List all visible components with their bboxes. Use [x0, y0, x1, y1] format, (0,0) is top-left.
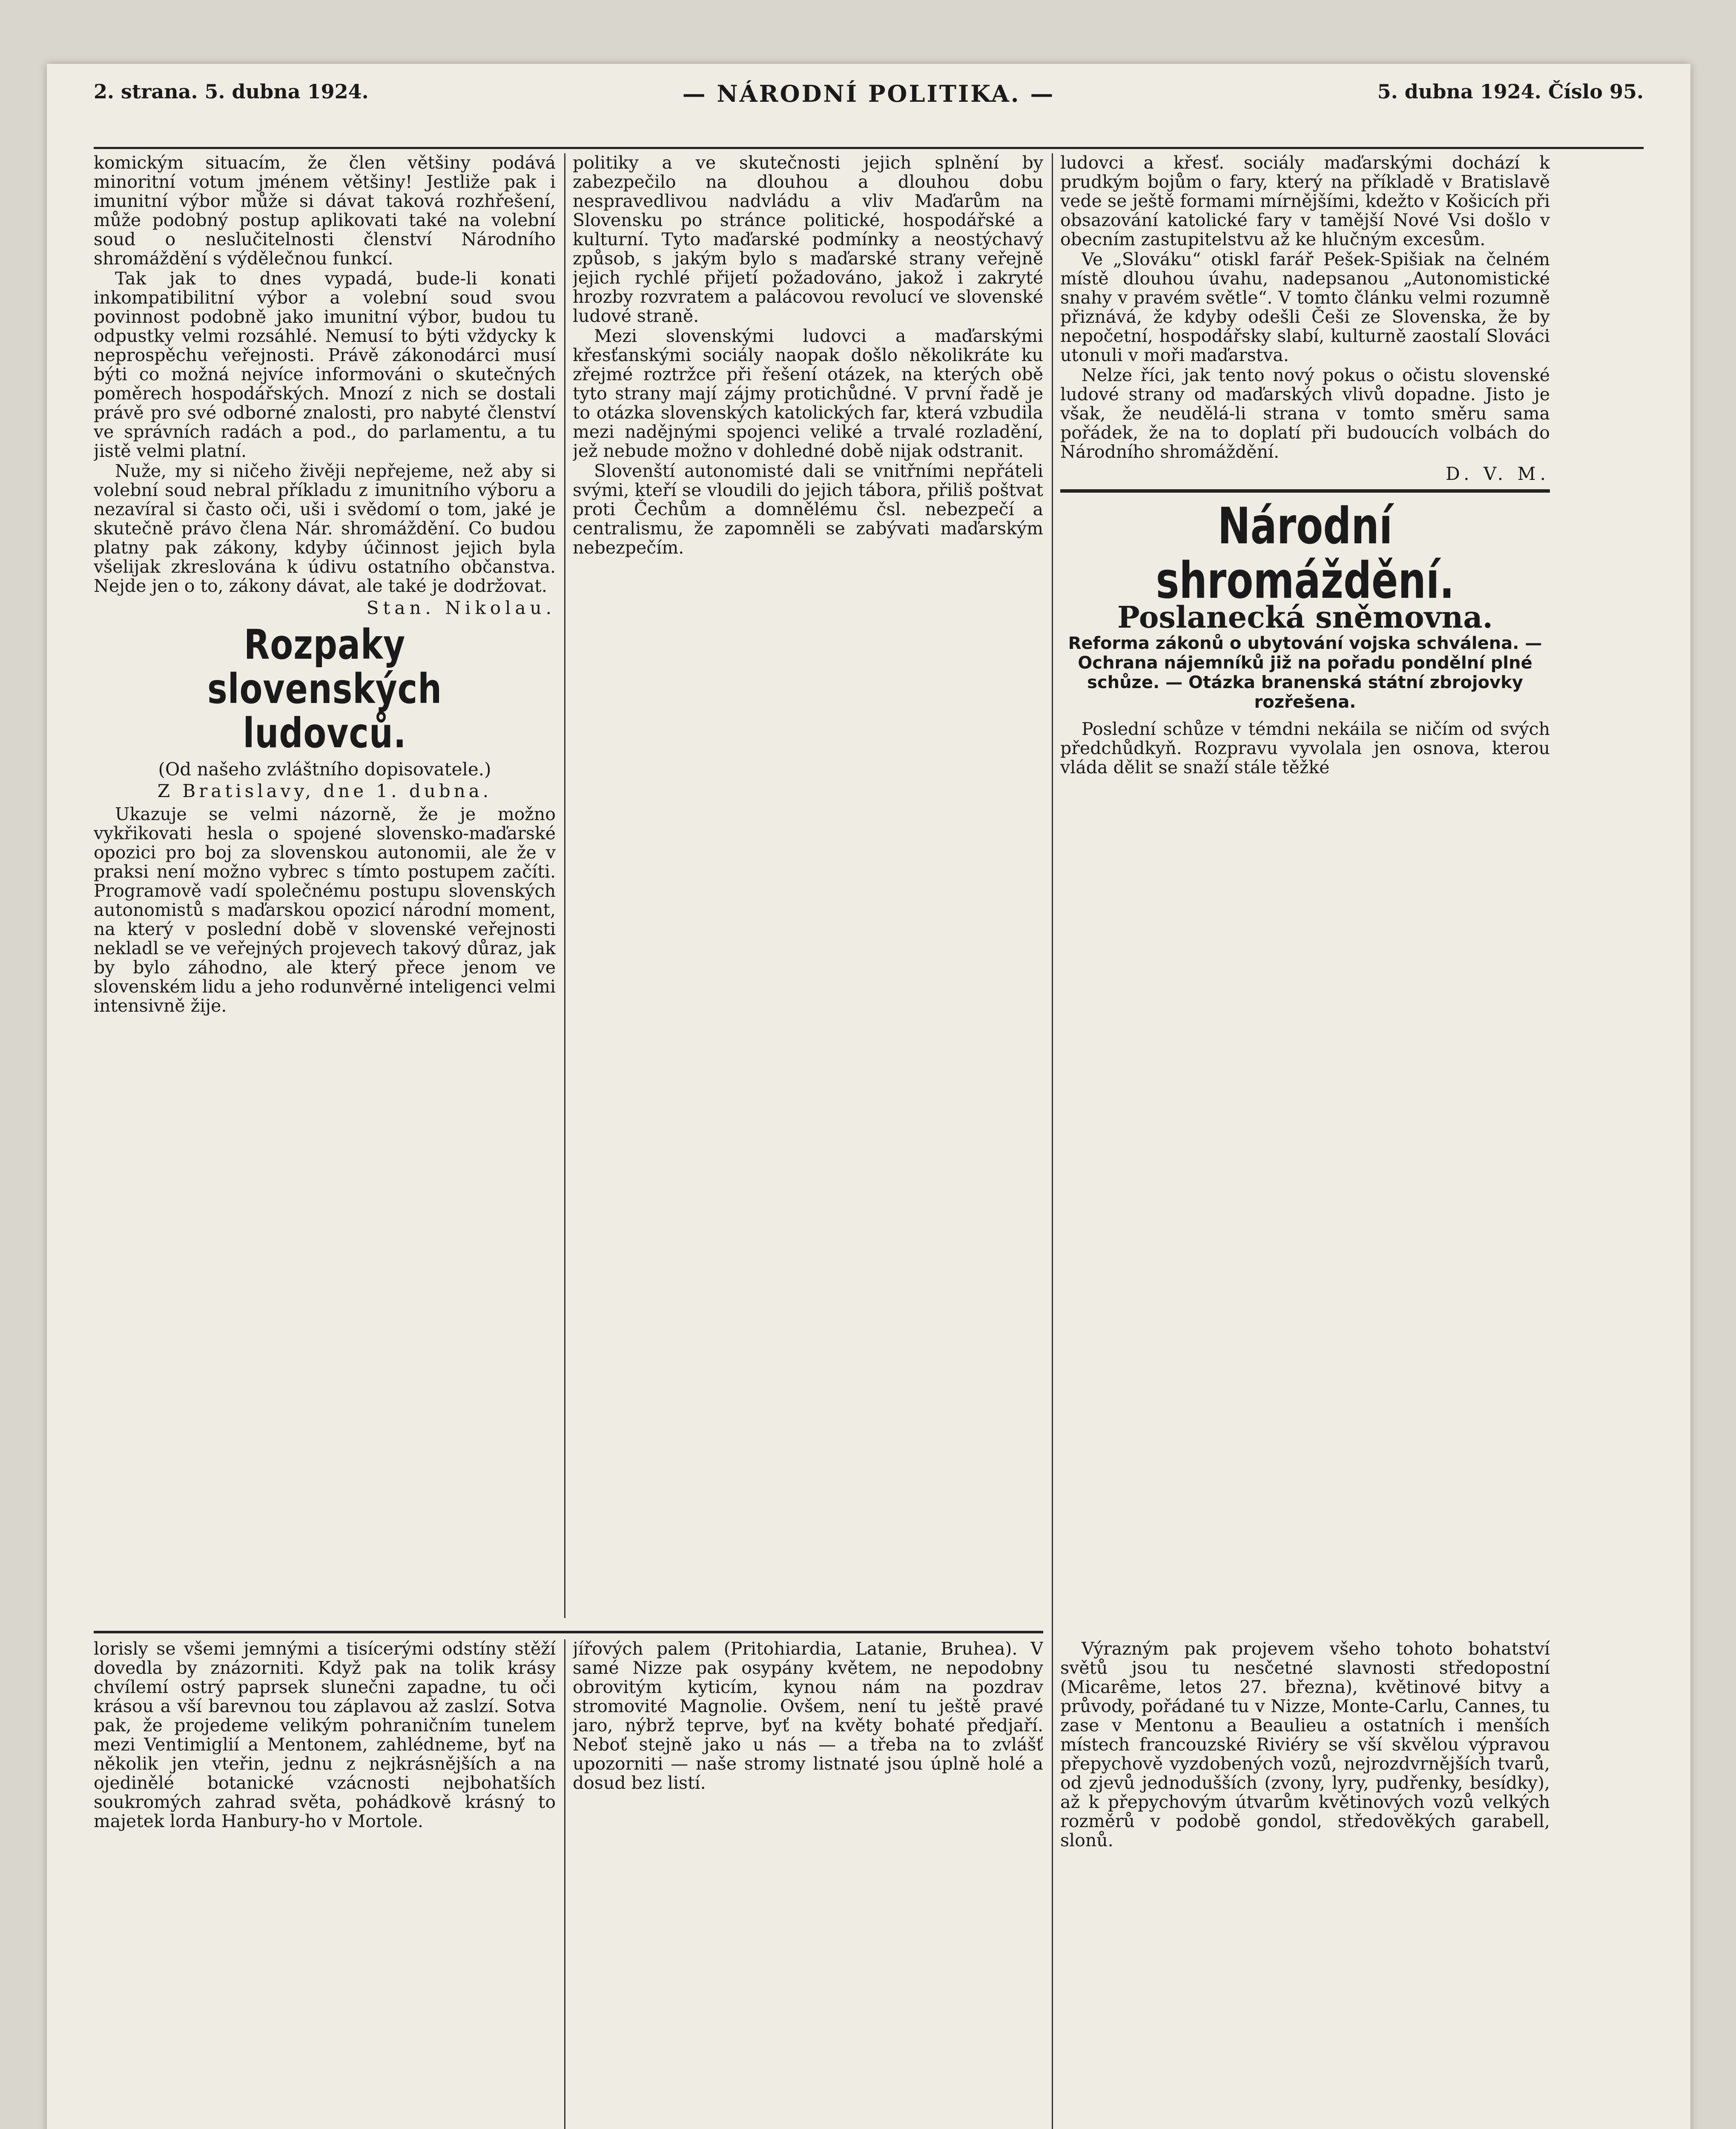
- article-subtitle: (Od našeho zvláštního dopisovatele.): [158, 759, 491, 780]
- paragraph: Ve „Slováku“ otiskl farář Pešek-Spišiak na čelném místě dlouhou úvahu, nadepsanou „Autonomistické snahy v pravém světle“. V tomto článku velmi rozumně přiznává, že kdyby odešli Češi ze Slovenska, že by nepočetní, hospodářsky slabí, kulturně zaostalí Slováci utonuli v moři maďarstva.: [1060, 249, 1550, 365]
- column-2: [573, 153, 1043, 1618]
- paragraph: jířových palem (Pritohiardia, Latanie, Bruhea). V samé Nizze pak osypány květem, ne nepodobny obrovitým kyticím, kynou nám na pozdrav stromovité Magnolie. Ovšem, není tu ještě pravé jaro, nýbrž teprve, byť na květy bohaté předjaří. Neboť stejně jako u nás — a třeba na to zvlášť upozorniti — naše stromy listnaté jsou úplně holé a dosud bez listí.: [573, 1639, 1043, 1793]
- page-header: [47, 72, 1690, 123]
- paragraph: Tak jak to dnes vypadá, bude-li konati inkompatibilitní výbor a volební soud svou povinnost podobně jako imunitní výbor, budou tu odpustky velmi rozsáhlé. Nemusí to býti vždycky k neprospěchu veřejnosti. Právě zákonodárci musí býti co možná nejvíce informováni o skutečných poměrech hospodářských. Mnozí z nich se dostali právě pro své odborné znalosti, pro nabyté členství ve správních radách a pod., do parlamentu, a tu jistě velmi platní.: [94, 268, 556, 461]
- paragraph: politiky a ve skutečnosti jejich splnění by zabezpečilo na dlouhou a dlouhou dobu nespravedlivou nadvládu a vliv Maďarům na Slovensku po stránce politické, hospodářské a kulturní. Tyto maďarské podmínky a neostýchavý způsob, s jakým bylo s maďarské strany veřejně jejich rychlé přijetí požadováno, jakož i zakryté hrozby rozvratem a palácovou revolucí ve slovenské ludové straně.: [573, 153, 1043, 326]
- header-date-left: 2. strana. 5. dubna 1924.: [94, 80, 369, 103]
- section-subtitle: Poslanecká sněmovna.: [1117, 600, 1493, 635]
- section-title: Národní shromáždění.: [1156, 496, 1455, 610]
- feuilleton-column-3: [1060, 1639, 1550, 2129]
- paragraph: Nelze říci, jak tento nový pokus o očistu slovenské ludové strany od maďarských vlivů dopadne. Jisto je však, že neudělá-li strana v tomto směru sama pořádek, že na to doplatí při budoucích volbách do Národního shromáždění.: [1060, 365, 1550, 462]
- column-divider: [564, 1639, 565, 2129]
- feuilleton-column-2: [573, 1639, 1043, 2129]
- paragraph: komickým situacím, že člen většiny podává minoritní votum jménem většiny! Jestliže pak i imunitní výbor může si dávat taková rozhřešení, může podobný postup aplikovati také na volební soud o neslučitelnosti členství Národního shromáždění s výdělečnou funkcí.: [94, 153, 556, 269]
- article-headline: Rozpaky slovenských ludovců.: [207, 621, 442, 757]
- paragraph: Mezi slovenskými ludovci a maďarskými křesťanskými sociály naopak došlo několikráte ku zřejmé roztržce při řešení otázek, na kterých obě tyto strany mají zájmy protichůdné. V první řadě je to otázka slovenských katolických far, která vzbudila mezi nadějnými spojenci veliké a trvalé rozladění, jež nebude možno v dohledné době nijak odstranit.: [573, 326, 1043, 461]
- masthead-title: — NÁRODNÍ POLITIKA. —: [682, 80, 1055, 107]
- paragraph: Poslední schůze v témdni nekáila se ničím od svých předchůdkyň. Rozpravu vyvolala jen osnova, kterou vláda dělit se snaží stále těžké: [1060, 719, 1550, 778]
- header-issue-right: 5. dubna 1924. Číslo 95.: [1377, 80, 1644, 103]
- article-dateline: Z Bratislavy, dne 1. dubna.: [157, 780, 492, 801]
- feuilleton-column-1: [94, 1639, 556, 2129]
- paragraph: Ukazuje se velmi názorně, že je možno vykřikovati hesla o spojené slovensko-maďarské opozici pro boj za slovenskou autonomii, ale že v praksi není možno vybrec s tímto postupem začíti. Programově vadí společnému postupu slovenských autonomistů s maďarskou opozicí národní moment, na který v poslední době v slovenské veřejnosti nekladl se ve veřejných projevech takový důraz, jak by bylo záhodno, ale který přece jenom ve slovenském lidu a jeho rodunvěrné inteligenci velmi intensivně žije.: [94, 804, 556, 1016]
- header-rule: [94, 147, 1644, 149]
- column-1: [94, 153, 556, 1618]
- feuilleton-rule: [94, 1631, 1043, 1633]
- paragraph: Nuže, my si ničeho živěji nepřejeme, než aby si volební soud nebral příkladu z imunitního výboru a nezavíral si často oči, uši i svědomí o tom, jaké je skutečně právo člena Nár. shromáždění. Co budou platny pak zákony, kdyby účinnost jejich byla všelijak zkreslována k údivu ostatního občanstva. Nejde jen o to, zákony dávat, ale také je dodržovat.: [94, 461, 556, 596]
- column-3: [1060, 153, 1550, 1814]
- author-signature: D. V. M.: [1446, 463, 1550, 484]
- section-lead: Reforma zákonů o ubytování vojska schválena. — Ochrana nájemníků již na pořadu pondělní plné schůze. — Otázka branenská státní zbrojovky rozřešena.: [1068, 634, 1542, 712]
- paragraph: ludovci a křesť. sociály maďarskými dochází k prudkým bojům o fary, který na příkladě v Bratislavě vede se ještě formami mírnějšími, kdežto v Košicích při obsazování katolické fary v tamější Nové Vsi došlo v obecním zastupitelstvu až ke hlučným excesům.: [1060, 153, 1550, 250]
- paragraph: lorisly se všemi jemnými a tisícerými odstíny stěží dovedla by znázorniti. Když pak na tolik krásy chvílemí ostrý paprsek slunečni zapadne, tu oči krásou a vší barevnou tou záplavou až zaslzí. Sotva pak, že projedeme velikým pohraničním tunelem mezi Ventimiglií a Mentonem, zahlédneme, byť na několik jen vteřin, jednu z nejkrásnějších a na ojedinělé botanické vzácnosti nejbohatších soukromých zahrad světa, pohádkově krásný to majetek lorda Hanbury-ho v Mortole.: [94, 1639, 556, 1831]
- section-rule: [1060, 489, 1550, 493]
- paragraph: Slovenští autonomisté dali se vnitřními nepřáteli svými, kteří se vloudili do jejich tábora, přiliš poštvat proti Čechům a domnělému čsl. nebezpečí a centralismu, že zapomněli se zabývati maďarským nebezpečím.: [573, 461, 1043, 558]
- column-divider: [564, 153, 565, 1618]
- author-signature: Stan. Nikolau.: [366, 597, 556, 618]
- column-divider: [1052, 153, 1053, 2129]
- paragraph: Výrazným pak projevem všeho tohoto bohatství světů jsou tu nesčetné slavnosti středopostní (Micarême, letos 27. března), květinové bitvy a průvody, pořádané tu v Nizze, Monte-Carlu, Cannes, tu zase v Mentonu a Beaulieu a ostatních i menších místech francouzské Riviéry se vší skvělou výpravou přepychově vyzdobených vozů, nejrozdvrnějších tvarů, od zjevů jednodušších (zvony, lyry, pudřenky, besídky), až k přepychovým útvarům květinových vozů velkých rozměrů v podobě gondol, středověkých garabell, slonů.: [1060, 1639, 1550, 1851]
